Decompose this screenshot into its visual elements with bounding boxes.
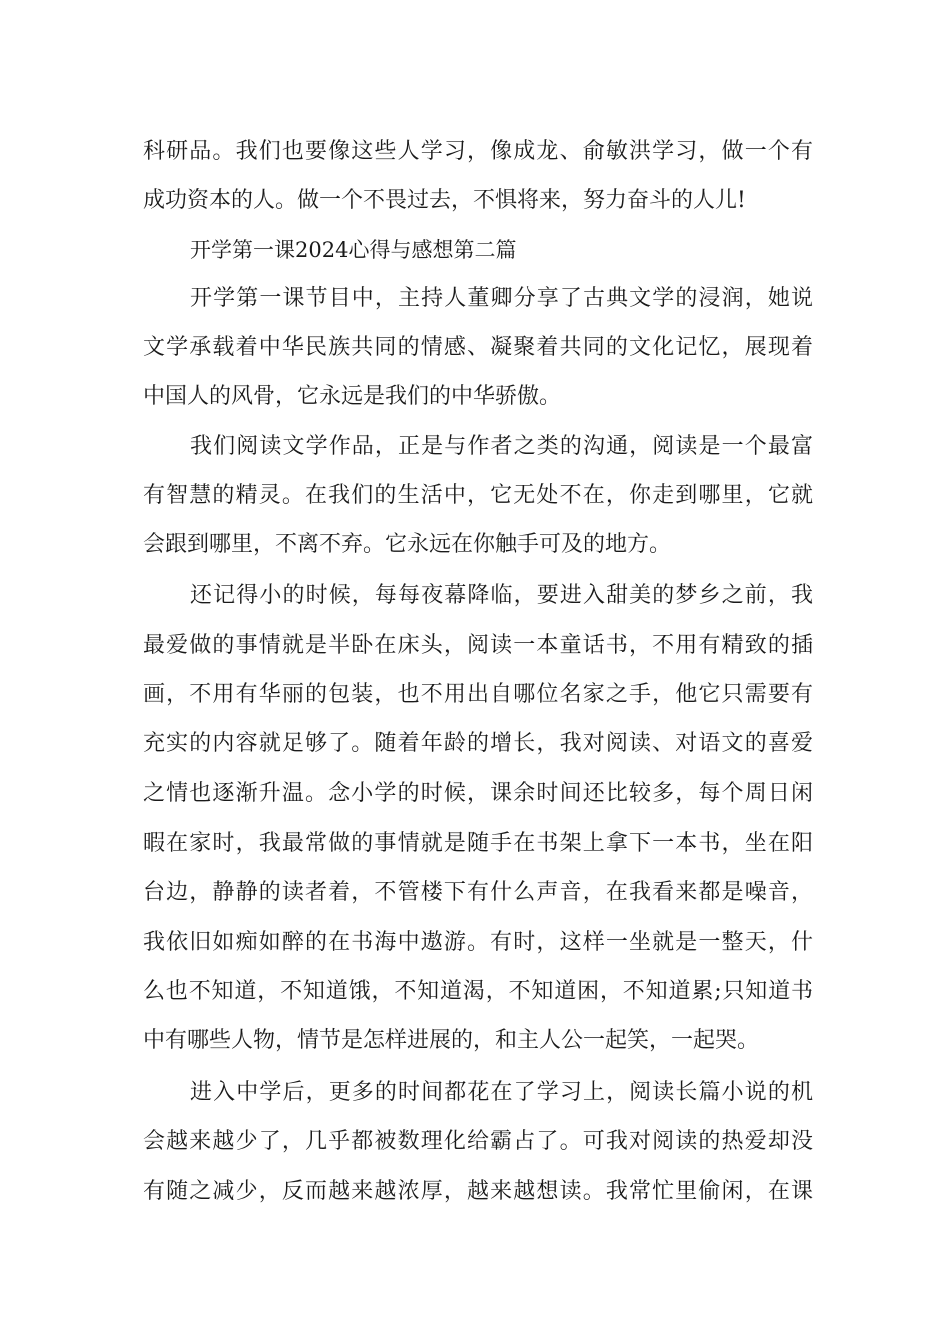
- text-line: 还记得小的时候，每每夜幕降临，要进入甜美的梦乡之前，我: [190, 583, 813, 608]
- text-line: 么也不知道，不知道饿，不知道渴，不知道困，不知道累;只知道书: [143, 979, 813, 1004]
- text-line: 有随之减少，反而越来越浓厚，越来越想读。我常忙里偷闲，在课: [143, 1179, 813, 1204]
- text-line: 我依旧如痴如醉的在书海中遨游。有时，这样一坐就是一整天，什: [143, 930, 813, 955]
- text-line: 台边，静静的读者着，不管楼下有什么声音，在我看来都是噪音，: [143, 880, 813, 905]
- text-line: 最爱做的事情就是半卧在床头，阅读一本童话书，不用有精致的插: [143, 633, 813, 658]
- text-line: 暇在家时，我最常做的事情就是随手在书架上拿下一本书，坐在阳: [143, 831, 813, 856]
- text-line: 进入中学后，更多的时间都花在了学习上，阅读长篇小说的机: [190, 1080, 813, 1105]
- text-line: 文学承载着中华民族共同的情感、凝聚着共同的文化记忆，展现着: [143, 335, 813, 360]
- text-line: 有智慧的精灵。在我们的生活中，它无处不在，你走到哪里，它就: [143, 483, 813, 508]
- text-line: 我们阅读文学作品，正是与作者之类的沟通，阅读是一个最富: [190, 434, 813, 459]
- text-line: 会跟到哪里，不离不弃。它永远在你触手可及的地方。: [143, 532, 672, 557]
- text-line: 中国人的风骨，它永远是我们的中华骄傲。: [143, 384, 562, 409]
- text-line: 中有哪些人物，情节是怎样进展的，和主人公一起笑，一起哭。: [143, 1028, 760, 1053]
- text-line: 开学第一课节目中，主持人董卿分享了古典文学的浸润，她说: [190, 286, 813, 311]
- section-heading: 开学第一课2024心得与感想第二篇: [190, 238, 517, 262]
- text-line: 会越来越少了，几乎都被数理化给霸占了。可我对阅读的热爱却没: [143, 1129, 813, 1154]
- text-line: 画，不用有华丽的包装，也不用出自哪位名家之手，他它只需要有: [143, 682, 813, 707]
- text-line: 之情也逐渐升温。念小学的时候，课余时间还比较多，每个周日闲: [143, 781, 813, 806]
- text-line: 科研品。我们也要像这些人学习，像成龙、俞敏洪学习，做一个有: [143, 139, 813, 164]
- text-line: 充实的内容就足够了。随着年龄的增长，我对阅读、对语文的喜爱: [143, 731, 813, 756]
- text-line: 成功资本的人。做一个不畏过去，不惧将来，努力奋斗的人儿!: [143, 188, 746, 213]
